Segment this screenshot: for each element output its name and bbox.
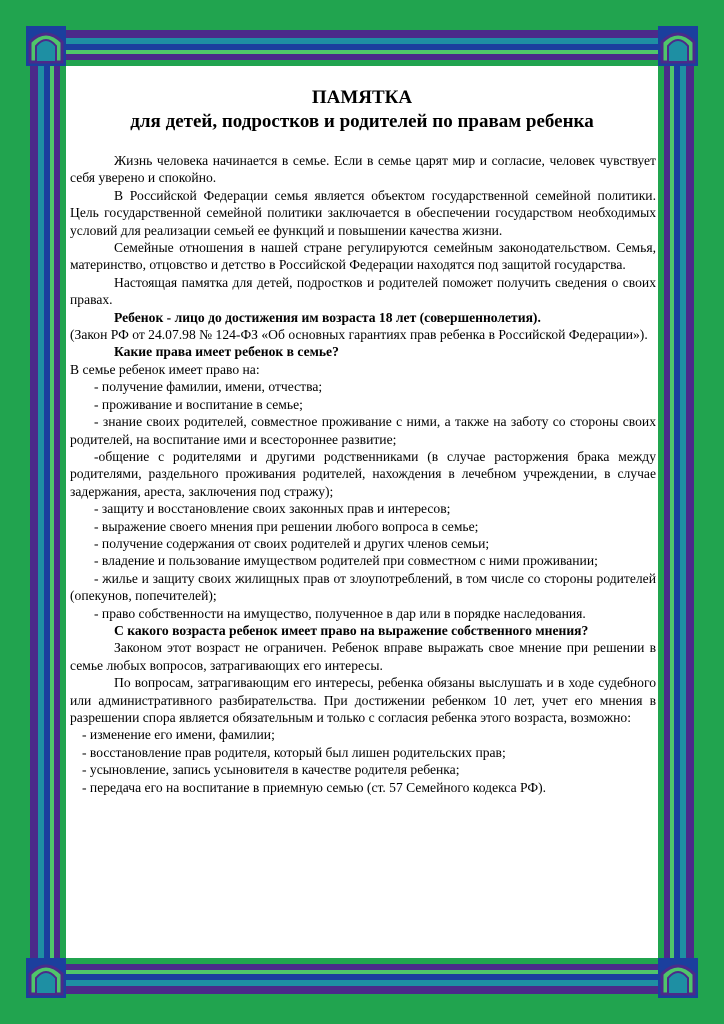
corner-ornament-icon xyxy=(658,26,698,66)
definition-bold: Ребенок - лицо до достижения им возраста 18 лет (совершеннолетия). xyxy=(114,309,541,325)
section-heading: Какие права имеет ребенок в семье? xyxy=(114,344,339,360)
paragraph: Настоящая памятка для детей, подростков и родителей поможет получить сведения о своих правах. xyxy=(70,274,656,308)
list-item: - восстановление прав родителя, который был лишен родительских прав; xyxy=(82,744,506,760)
frame-top-purple2 xyxy=(30,54,694,60)
list-item: - передача его на воспитание в приемную семью (ст. 57 Семейного кодекса РФ). xyxy=(82,779,547,795)
paragraph: По вопросам, затрагивающим его интересы, ребенка обязаны выслушать и в ходе судебного или административного разбирательства. При достижении ребенком 10 лет, учет его мнения в разрешении спора является обязательным и только с согласия ребенка этого возраста, возможно: xyxy=(70,675,656,725)
document-title xyxy=(66,86,658,134)
frame-left-purple2 xyxy=(54,30,60,994)
frame-right-outer xyxy=(686,30,694,994)
paragraph: Жизнь человека начинается в семье. Если в семье царят мир и согласие, человек чувствует себя уверено и спокойно. xyxy=(70,153,656,186)
corner-ornament-icon xyxy=(26,958,66,998)
frame-top-outer xyxy=(30,30,694,38)
section-intro: В семье ребенок имеет право на: xyxy=(70,361,260,377)
list-item: -общение с родителями и другими родственниками (в случае расторжения брака между родителями, раздельного проживания родителей, нахождения в лечебном учреждении, в случае задержания, ареста, заключения под стражу); xyxy=(70,448,656,499)
list-item: - проживание и воспитание в семье; xyxy=(94,396,303,412)
list-item: - выражение своего мнения при решении любого вопроса в семье; xyxy=(94,518,479,534)
document-body xyxy=(70,152,656,796)
frame-bottom-outer xyxy=(30,986,694,994)
frame-left-outer xyxy=(30,30,38,994)
corner-ornament-icon xyxy=(26,26,66,66)
list-item: - жилье и защиту своих жилищных прав от злоупотреблений, в том числе со стороны родителей (опекунов, попечителей); xyxy=(70,570,656,604)
list-item: - владение и пользование имуществом родителей при совместном с ними проживании; xyxy=(94,553,598,569)
list-item: - знание своих родителей, совместное проживание с ними, а также на заботу со стороны своих родителей, на воспитание ими и всестороннее развитие; xyxy=(70,414,656,447)
list-item: - право собственности на имущество, полученное в дар или в порядке наследования. xyxy=(94,605,586,621)
paragraph: Законом этот возраст не ограничен. Ребенок вправе выражать свое мнение при решении в семье любых вопросов, затрагивающих его интересы. xyxy=(70,640,656,673)
section-heading: С какого возраста ребенок имеет право на выражение собственного мнения? xyxy=(114,622,589,638)
paragraph: В Российской Федерации семья является объектом государственной семейной политики. Цель государственной семейной политики заключается в обеспечении государством необходимых условий для реализации семьей ее функций и повышении качества жизни. xyxy=(70,187,656,238)
list-item: - усыновление, запись усыновителя в качестве родителя ребенка; xyxy=(82,762,460,778)
paragraph: Семейные отношения в нашей стране регулируются семейным законодательством. Семья, материнство, отцовство и детство в Российской Федерации находятся под защитой государства. xyxy=(70,240,656,273)
list-item: - получение фамилии, имени, отчества; xyxy=(94,379,323,395)
title-subtitle: для детей, подростков и родителей по правам ребенка xyxy=(130,111,594,132)
title-main: ПАМЯТКА xyxy=(311,87,413,108)
corner-ornament-icon xyxy=(658,958,698,998)
list-item: - изменение его имени, фамилии; xyxy=(82,727,275,743)
list-item: - защиту и восстановление своих законных прав и интересов; xyxy=(94,501,451,517)
list-item: - получение содержания от своих родителей и других членов семьи; xyxy=(94,535,490,551)
definition-law: (Закон РФ от 24.07.98 № 124-ФЗ «Об основных гарантиях прав ребенка в Российской Федерации»). xyxy=(70,327,648,343)
